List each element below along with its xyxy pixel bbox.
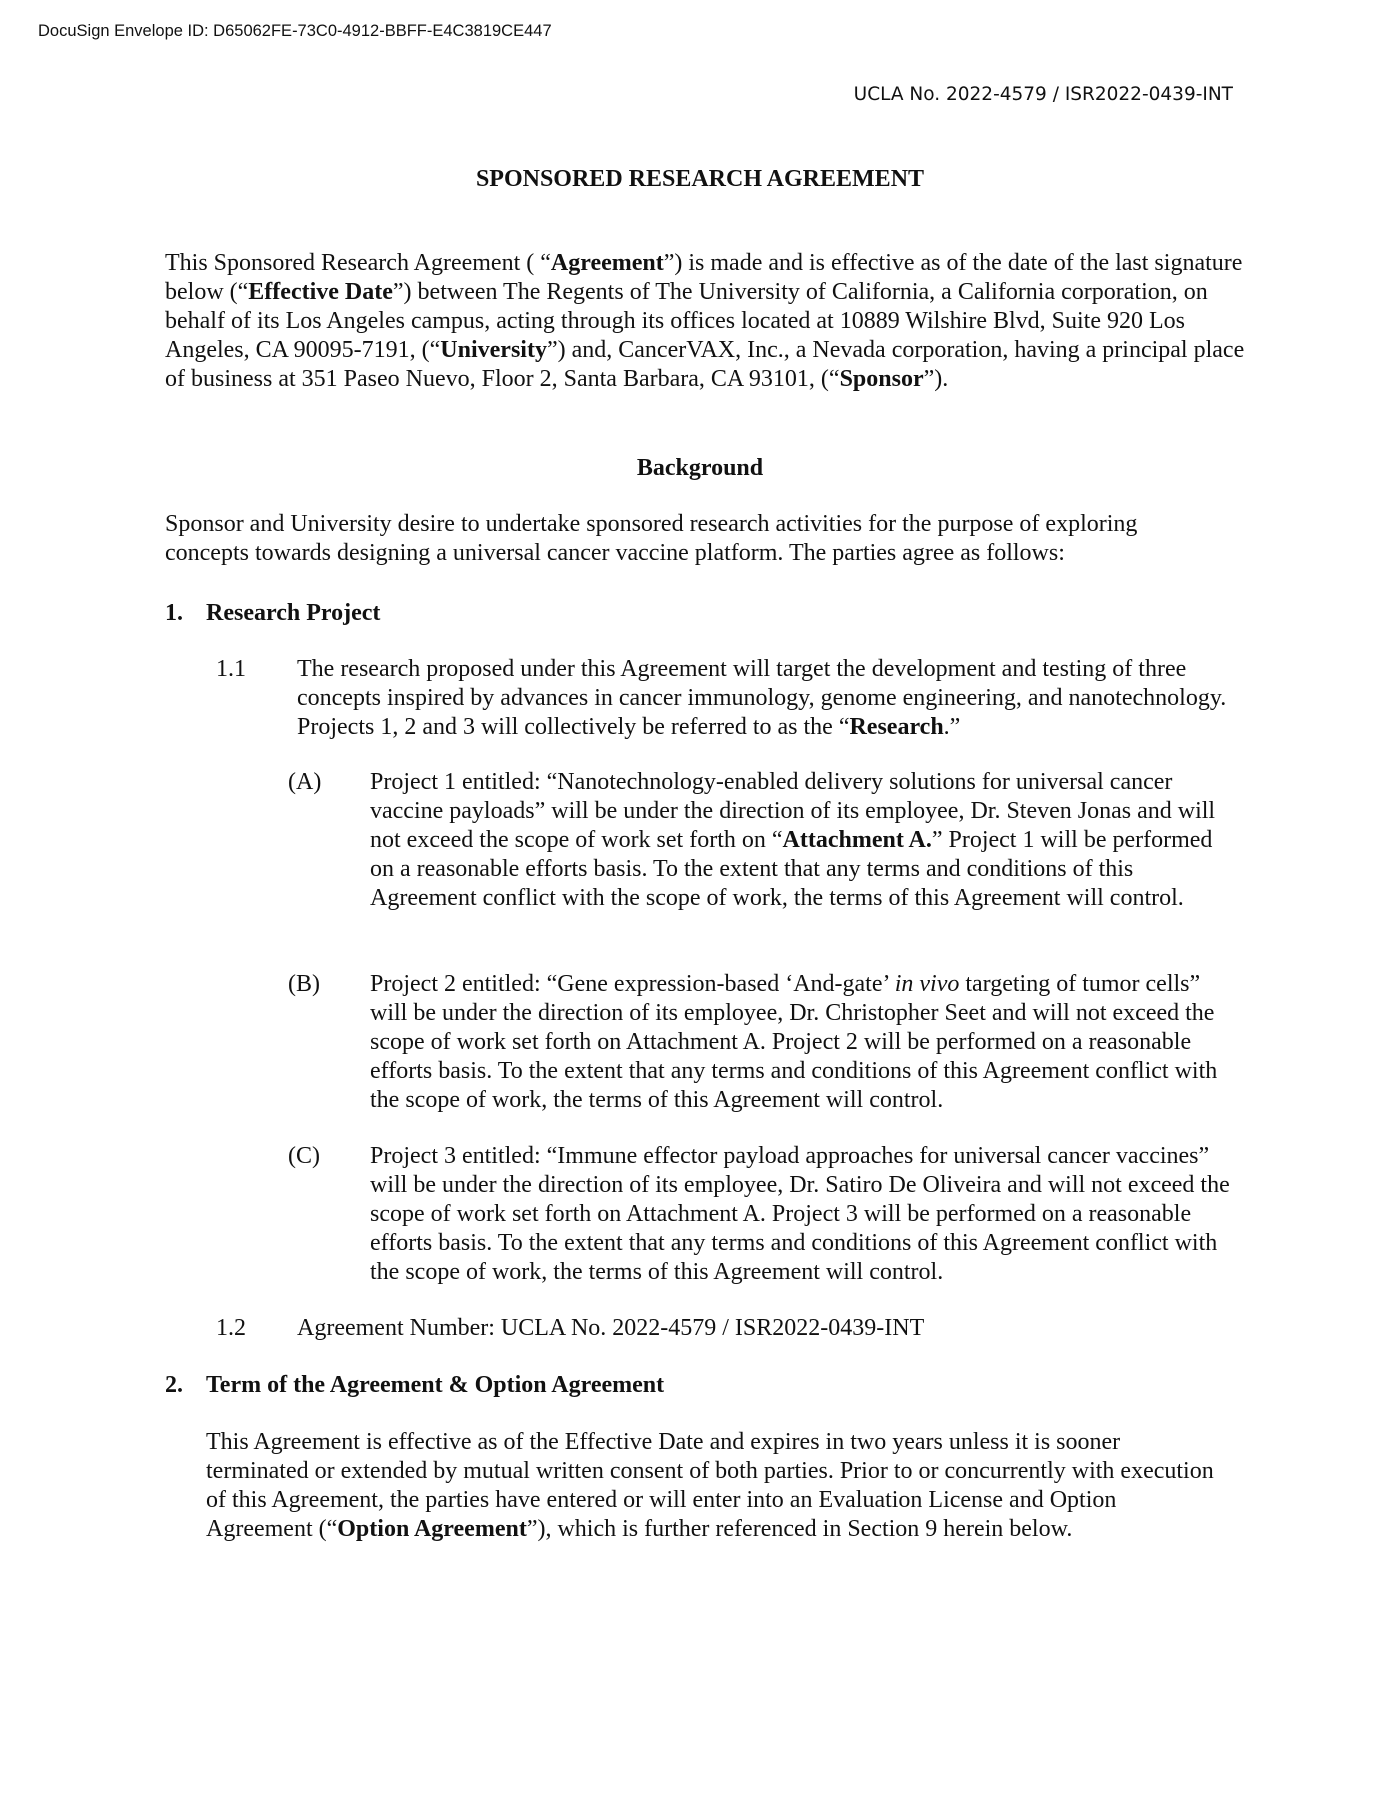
clause-1-1-text-1: The research proposed under this Agreement will target the development and testing of three concepts inspired by advances in cancer immunology, genome engineering, and nanotechnology. Projects 1, 2 and 3 will collectively be referred to as the “ [297, 656, 1227, 740]
intro-paragraph [165, 249, 1245, 394]
clause-1-1-text [297, 655, 1235, 742]
background-paragraph: Sponsor and University desire to undertake sponsored research activities for the purpose of exploring concepts towards designing a universal cancer vaccine platform. The parties agree as follows: [165, 511, 1138, 566]
background-heading: Background [636, 455, 764, 481]
clause-1-1-text-2: .” [943, 714, 961, 740]
term-university: University [440, 337, 547, 363]
term-research: Research [849, 714, 944, 740]
section-2-heading: Term of the Agreement & Option Agreement [206, 1372, 665, 1398]
clause-1-2-text: Agreement Number: UCLA No. 2022-4579 / ISR2022-0439-INT [297, 1315, 925, 1341]
intro-text-4: ”) and, CancerVAX, Inc., a Nevada corporation, having a principal place of business at 351 Paseo Nuevo, Floor 2, Santa Barbara, CA 93101, (“ [165, 337, 1245, 392]
term-in-vivo: in vivo [894, 971, 960, 997]
docusign-envelope-id: DocuSign Envelope ID: D65062FE-73C0-4912-BBFF-E4C3819CE447 [38, 22, 552, 40]
agreement-reference: UCLA No. 2022-4579 / ISR2022-0439-INT [853, 84, 1233, 105]
intro-text-2: ”) is made and is effective as of the date of the last signature below (“ [165, 250, 1243, 305]
item-a-text [370, 768, 1240, 913]
intro-text-5: ”). [923, 366, 949, 392]
term-effective-date: Effective Date [248, 279, 393, 305]
item-b-text-1: Project 2 entitled: “Gene expression-based ‘And-gate’ [370, 971, 895, 997]
term-sponsor: Sponsor [839, 366, 924, 392]
item-a-text-2: ” Project 1 will be performed on a reasonable efforts basis. To the extent that any terms and conditions of this Agreement conflict with the scope of work, the terms of this Agreement will control. [370, 827, 1213, 911]
term-agreement: Agreement [550, 250, 664, 276]
term-attachment-a: Attachment A. [782, 827, 932, 853]
item-c-text: Project 3 entitled: “Immune effector payload approaches for universal cancer vaccines” will be under the direction of its employee, Dr. Satiro De Oliveira and will not exceed the scope of work set forth on Attachment A. Project 3 will be performed on a reasonable efforts basis. To the extent that any terms and conditions of this Agreement conflict with the scope of work, the terms of this Agreement will control. [370, 1143, 1230, 1285]
section-2-number: 2. [165, 1372, 183, 1398]
section-1-number: 1. [165, 600, 183, 626]
term-option-agreement: Option Agreement [337, 1516, 527, 1542]
item-b-text-2: targeting of tumor cells” will be under the direction of its employee, Dr. Christopher Seet and will not exceed the scope of work set forth on Attachment A. Project 2 will be performed on a reasonable efforts basis. To the extent that any terms and conditions of this Agreement conflict with the scope of work, the terms of this Agreement will control. [370, 971, 1218, 1113]
section-2-text-2: ”), which is further referenced in Section 9 herein below. [526, 1516, 1073, 1542]
document-title: SPONSORED RESEARCH AGREEMENT [475, 166, 925, 192]
intro-text-1: This Sponsored Research Agreement ( “ [165, 250, 551, 276]
item-b-text [370, 970, 1240, 1115]
clause-1-2-number: 1.2 [216, 1315, 246, 1341]
clause-1-1-number: 1.1 [216, 656, 246, 682]
intro-text-3: ”) between The Regents of The University of California, a California corporation, on behalf of its Los Angeles campus, acting through its offices located at 10889 Wilshire Blvd, Suite 920 Los Angeles, CA 90095-7191, (“ [165, 279, 1208, 363]
item-a-text-1: Project 1 entitled: “Nanotechnology-enabled delivery solutions for universal cancer vaccine payloads” will be under the direction of its employee, Dr. Steven Jonas and will not exceed the scope of work set forth on “ [370, 769, 1216, 853]
item-b-label: (B) [288, 971, 320, 997]
section-2-paragraph [206, 1428, 1216, 1544]
section-2-text-1: This Agreement is effective as of the Effective Date and expires in two years unless it is sooner terminated or extended by mutual written consent of both parties. Prior to or concurrently with execution of this Agreement, the parties have entered or will enter into an Evaluation License and Option Agreement (“ [206, 1429, 1214, 1542]
section-1-heading: Research Project [206, 600, 381, 626]
item-c-label: (C) [288, 1143, 320, 1169]
item-a-label: (A) [288, 769, 322, 795]
